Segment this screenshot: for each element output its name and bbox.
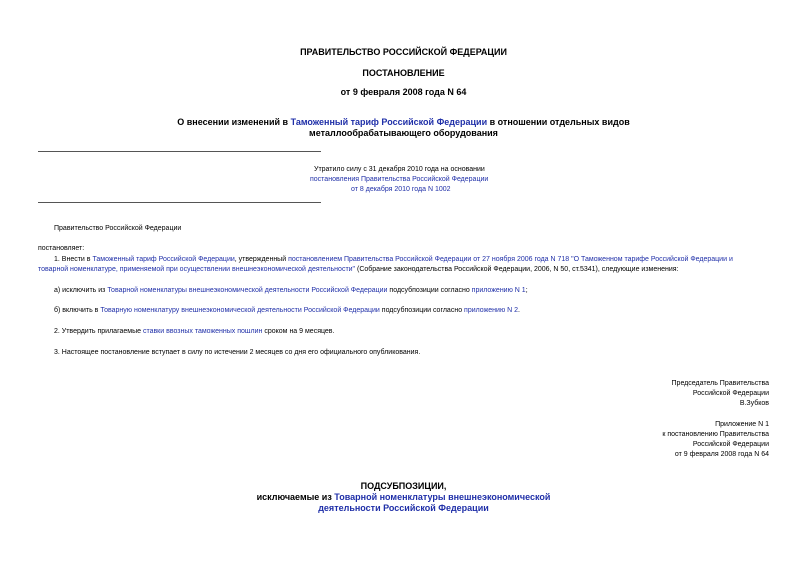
divider-top xyxy=(38,151,321,152)
appendix-org: Российской Федерации xyxy=(692,441,769,448)
title-prefix: О внесении изменений в xyxy=(177,117,291,127)
paragraph-a xyxy=(54,286,528,296)
repealing-decree-link[interactable]: постановления Правительства Российской Федерации xyxy=(310,176,489,183)
document-type: ПОСТАНОВЛЕНИЕ xyxy=(362,68,445,78)
paragraph-1 xyxy=(54,255,733,265)
appendix-ref: к постановлению Правительства xyxy=(662,431,769,438)
signature-title: Председатель Правительства xyxy=(671,380,769,387)
document-title-line2: металлообрабатывающего оборудования xyxy=(309,128,498,138)
pa-appendix1-link[interactable]: приложению N 1 xyxy=(471,287,526,294)
paragraph-b xyxy=(54,306,520,316)
annex-nomenclature-link-cont[interactable]: деятельности Российской Федерации xyxy=(318,503,489,513)
pa-prefix: а) исключить из xyxy=(54,287,108,294)
pb-appendix2-link[interactable]: приложению N 2 xyxy=(464,307,519,314)
p1-decree-link-cont[interactable]: товарной номенклатуре, применяемой при осуществлении внешнеэкономической деятельности" xyxy=(38,266,356,273)
p1-mid: , утвержденный xyxy=(234,256,289,263)
signature-name: В.Зубков xyxy=(739,400,769,407)
annex-subtitle xyxy=(0,492,807,502)
pb-nomenclature-link[interactable]: Товарную номенклатуру внешнеэкономической деятельности Российской Федерации xyxy=(100,307,380,314)
annex-subtitle-line3 xyxy=(0,503,807,513)
paragraph-2 xyxy=(54,327,334,337)
p1-tariff-link[interactable]: Таможенный тариф Российской Федерации xyxy=(92,256,235,263)
pa-suffix: ; xyxy=(525,287,528,294)
pb-suffix: . xyxy=(518,307,520,314)
pa-nomenclature-link[interactable]: Товарной номенклатуры внешнеэкономической деятельности Российской Федерации xyxy=(107,287,388,294)
title-suffix: в отношении отдельных видов xyxy=(487,117,630,127)
pb-prefix: б) включить в xyxy=(54,307,101,314)
title-tariff-link[interactable]: Таможенный тариф Российской Федерации xyxy=(290,117,488,127)
annex-nomenclature-link[interactable]: Товарной номенклатуры внешнеэкономической xyxy=(334,492,551,502)
appendix-date: от 9 февраля 2008 года N 64 xyxy=(674,451,769,458)
paragraph-3: 3. Настоящее постановление вступает в силу по истечении 2 месяцев со дня его официального опубликования. xyxy=(54,349,421,356)
status-note-line1: Утратило силу с 31 декабря 2010 года на основании xyxy=(314,166,485,173)
p2-duty-rates-link[interactable]: ставки ввозных таможенных пошлин xyxy=(142,328,263,335)
pb-mid: подсубпозиции согласно xyxy=(379,307,465,314)
p2-prefix: 2. Утвердить прилагаемые xyxy=(54,328,143,335)
p1-suffix: (Собрание законодательства Российской Федерации, 2006, N 50, ст.5341), следующие изменения: xyxy=(355,266,679,273)
pa-mid: подсубпозиции согласно xyxy=(387,287,472,294)
decrees-word: постановляет: xyxy=(38,245,85,252)
p2-suffix: сроком на 9 месяцев. xyxy=(262,328,335,335)
divider-bottom xyxy=(38,202,321,203)
repealing-decree-date-link[interactable]: от 8 декабря 2010 года N 1002 xyxy=(351,186,451,193)
status-note-link xyxy=(310,175,488,185)
signature-org: Российской Федерации xyxy=(692,390,769,397)
paragraph-1-cont xyxy=(38,265,679,275)
document-date-number: от 9 февраля 2008 года N 64 xyxy=(340,87,467,97)
issuing-authority: ПРАВИТЕЛЬСТВО РОССИЙСКОЙ ФЕДЕРАЦИИ xyxy=(300,47,507,57)
appendix-number: Приложение N 1 xyxy=(715,421,769,428)
p1-decree-link[interactable]: постановлением Правительства Российской Федерации от 27 ноября 2006 года N 718 "О Таможенном тарифе Российской Федерации и xyxy=(288,256,733,263)
status-note-link-date xyxy=(351,185,451,195)
preamble: Правительство Российской Федерации xyxy=(54,225,182,232)
annex-subtitle-prefix: исключаемые из xyxy=(256,492,335,502)
document-title xyxy=(0,117,807,127)
p1-prefix: 1. Внести в xyxy=(54,256,93,263)
annex-title: ПОДСУБПОЗИЦИИ, xyxy=(360,481,447,491)
